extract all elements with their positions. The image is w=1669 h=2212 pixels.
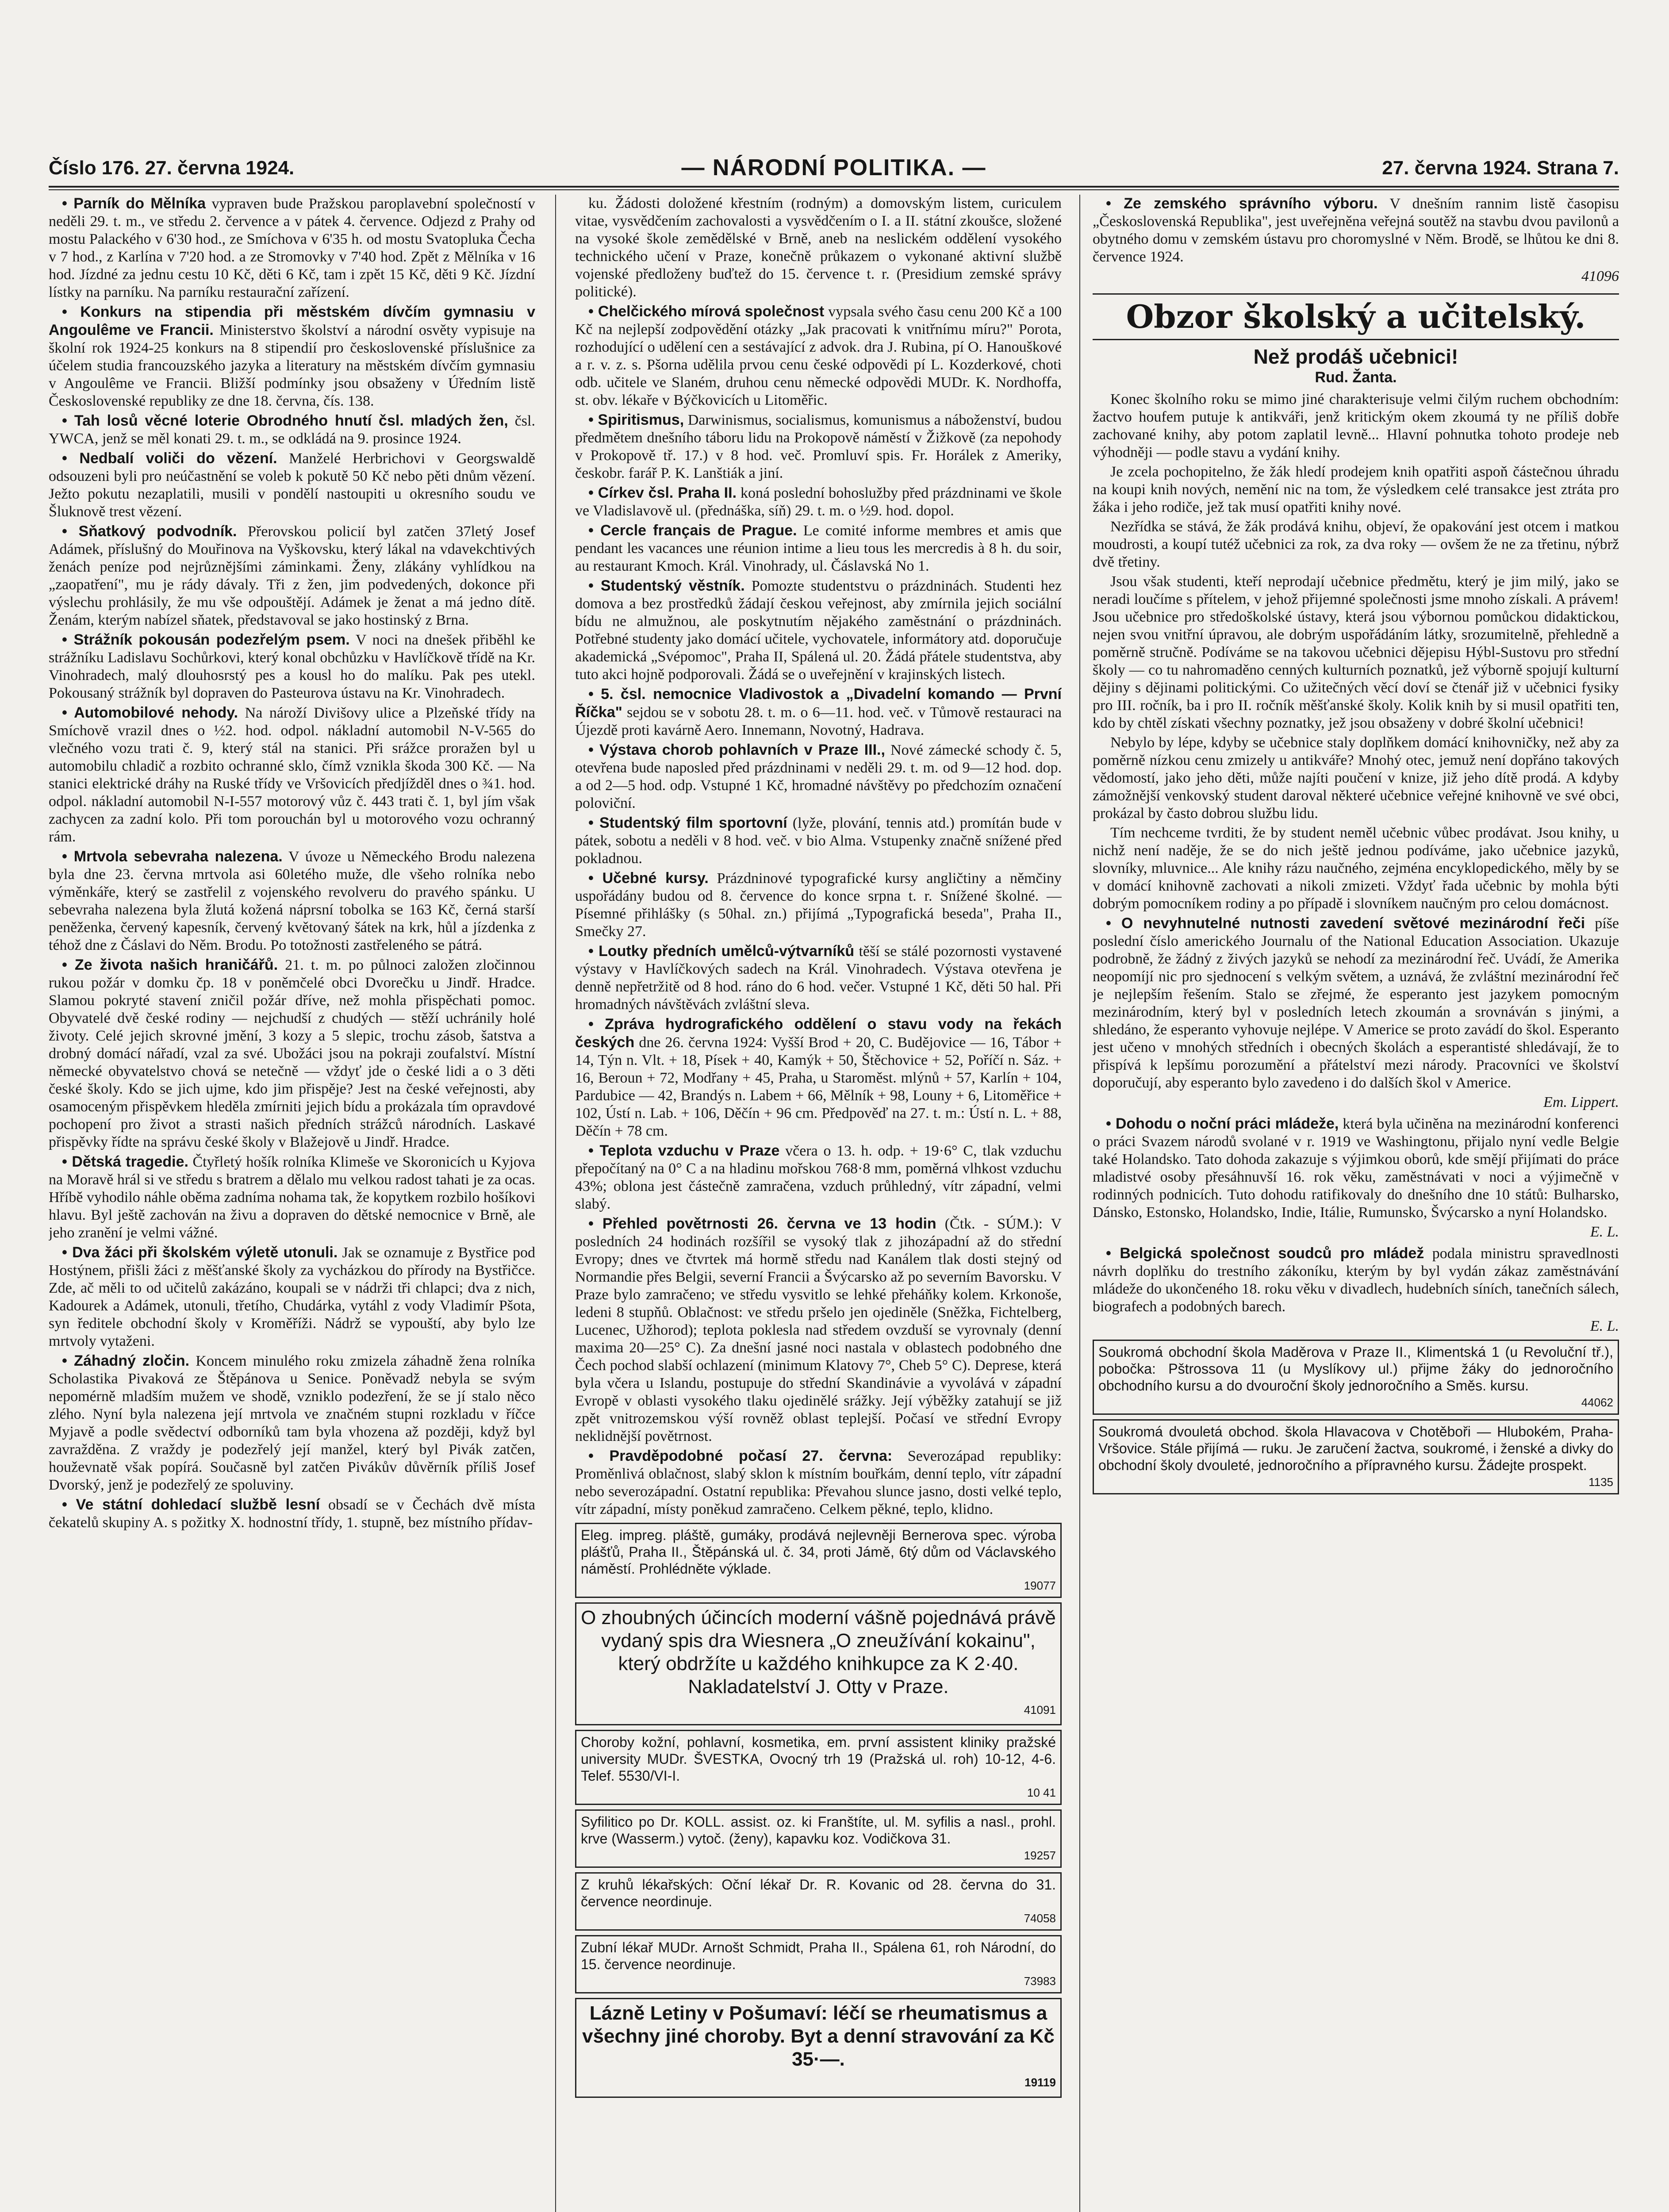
article-title: Než prodáš učebnici! [1253,345,1458,368]
ad-number: 19257 [1024,1849,1056,1862]
article-paragraph: Je zcela pochopitelno, že žák hledí prodejem knih opatřiti aspoň částečnou úhradu na koupi knih nových, nemění nic na tom, že výsledkem celé transakce jest ztráta pro žáka i jeho rodiče, jež tak musí opatřiti knihy nové. [1093,464,1619,515]
news-item-title: • Sňatkový podvodník. [62,523,237,540]
news-item-title: • Výstava chorob pohlavních v Praze III., [588,741,885,758]
advertisement [575,1935,1062,1993]
news-item-title: • Přehled povětrnosti 26. června ve 13 hodin [588,1215,936,1232]
article-paragraph: Jsou však studenti, kteří neprodají učebnice předmětu, který je jim milý, jako se neradi loučíme s přítelem, v jehož přijemné společnosti jsme mnoho získali. A právem! Jsou učebnice pro středoškolské ústavy, která jsou výbornou pomůckou didaktickou, nejen svou vnitřní úpravou, ale dobrým uspořádáním látky, srozumitelně, přehledně a poměrně stručně. Podíváme se na takovou učebnici dějepisu Hýbl-Sustovu pro střední školy — co tu nahromaděno cenných kulturních poznatků, jež výborně spojují kulturní dějiny s dějinami politickými. Co užitečných věcí doví se čtenář již v učebnici fysiky pro III. ročník, ba i pro II. ročník měšťanské školy. Kolik knih by si musil opatřiti ten, kdo by chtěl získati všechny poznatky, jež jsou obsaženy v dobré školní učebnici! [1093,573,1619,731]
column-divider [555,195,556,2212]
article-paragraph: Konec školního roku se mimo jiné charakterisuje velmi čilým ruchem obchodním: žactvo houfem putuje k antikváři, jenž kritickým okem zkoumá ty ne příliš dobře zachované knihy, aby potom zaplatil levně... Hlavní pohnutka tohoto prodeje neb výhodněji — podle stavu a vydání knihy. [1093,391,1619,461]
ad-number: 19077 [1024,1579,1056,1592]
ad-text: Zubní lékař MUDr. Arnošt Schmidt, Praha II., Spálena 61, roh Národní, do 15. července neordinuje. [581,1939,1056,1972]
date-page: 27. června 1924. Strana 7. [1382,157,1619,179]
news-item-title: • Učebné kursy. [588,870,709,887]
advertisement [575,1872,1062,1931]
news-item-text: Nové zámecké schody č. 5, otevřena bude naposled před prázdninami v neděli 29. t. m. od 9—12 hod. dop. a od 2—5 hod. odp. Vstupné 1 Kč, hromadné návštěvy po předchozím označení poloviční. [575,742,1062,811]
header-rule-thin [49,189,1619,190]
ad-text: Soukromá obchodní škola Maděrova v Praze II., Klimentská 1 (u Revoluční tř.), pobočka: Pštrossova 11 (u Myslíkovy ul.) přijme žáky do jednoročního obchodního kursu a do dvouroční školy jednoročního a Směs. kursu. [1098,1344,1613,1394]
signature: Em. Lippert. [1543,1094,1619,1110]
news-item-title: • Teplota vzduchu v Praze [588,1142,780,1159]
news-item-title: • 5. čsl. nemocnice Vladivostok a „Divadelní komando — První Říčka" [575,686,1062,721]
news-item-text: V dnešním rannim listě časopisu „Československá Republika", jest uveřejněna veřejná soutěž na stavbu dvou pavilonů a obytného domu v zemském ústavu pro choromyslné v Něm. Brodě, se lhůtou ke dni 8. července 1924. [1093,196,1619,265]
news-item-text: Pomozte studentstvu o prázdninách. Studenti hez domova a bez prostředků žádají českou veřejnost, aby zmírnila jejich sociální bídu ne almužnou, ale poskytnutím nějakého zaměstnání o prázdninách. Potřebné studenty jako domácí učitele, vychovatele, informátory atd. doporučuje akademická „Svépomoc", Praha II, Spálená ul. 20. Žádá přátele studentstva, aby tuto akci hojně podporovali. Žádá se o uveřejnění v krajinských listech. [575,578,1062,683]
news-item [575,577,1062,684]
ad-number: 44062 [1581,1396,1613,1409]
news-item-text: píše poslední číslo amerického Journalu of the National Education Association. Ukazuje podrobně, že žádný z živých jazyků se nehodí za mezinárodní řeč. Uvádí, že Amerika neopomíjí nic pro sjednocení s velkým světem, a uznává, že zvláštní mezinárodní řeč je nejlepším řešením. Stalo se zřejmé, že esperanto jest jazykem pomocným mezinárodním, který byl v posledních letech zkoumán a srovnáván s jinými, a shledáno, že esperanto vyhovuje nejlépe. V Americe se proto zavádí do škol. Esperanto jest učeno v mnohých středních i obecných školách a esperantisté shledávají, že to přispívá k lepšímu porozumění a přátelství mezi národy. Pracovníci ve školství doporučují, aby esperanto bylo zavedeno i do dalších škol v Americe. [1093,915,1619,1091]
news-item-title: • Dva žáci při školském výletě utonuli. [62,1244,338,1261]
advertisement [575,1602,1062,1725]
news-item-text: vypraven bude Pražskou paroplavební společností v neděli 29. t. m., ve středu 2. července a v pátek 4. července. Odjezd z Prahy od mostu Palackého v 6'30 hod., ze Smíchova v 6'35 h. od mostu Svatopluka Čecha v 7 hod., z Karlína v 7'20 hod. a ze Stromovky v 7'40 hod. Zpět z Mělníka v 16 hod. Jízdné za jednu cestu 10 Kč, děti 6 Kč, tam i zpět 15 Kč, děti 9 Kč. Jízdní lístky na parníku. Na parníku restaurační zařízení. [49,196,535,300]
news-item [575,1447,1062,1518]
news-item [49,1352,535,1494]
ad-number: 19119 [1024,2076,1056,2089]
news-item-title: • Automobilové nehody. [62,704,238,721]
news-item [49,1244,535,1350]
news-item-text: (lyže, plování, tennis atd.) promítán bude v pátek, sobotu a neděli v 8 hod. več. v bio Alma. Vstupenky značně snížené před pokladnou. [575,815,1062,867]
news-item-text: (Čtk. - SÚM.): V posledních 24 hodinách rozšířil se vysoký tlak z jihozápadní až do střední Evropy; dnes ve čtvrtek má hormě středu nad Kanálem tlak dosti stejný od Normandie přes Belgii, severní Francii a Švýcarsko až po severním Bavorsku. V Praze bylo zamračeno; ve středu vysvitlo se lehké přeháňky kolem. Krkonoše, ledeni 8 stupňů. Oblačnost: ve středu pršelo jen ojediněle (Sněžka, Fichtelberg, Lucenec, Užhorod); teplota poklesla nad středem ovzduší se vyrovnaly (denní maxima 20—25° C). Za dnešní jasné noci nastala v oblastech podobného dne Čech pochod slabší ochlazení (minimum Klatovy 7°, Cheb 5° C). Deprese, která byla včera u Islandu, postupuje do střední Skandinávie a vyvolává v západní Evropě v oblasti vysokého tlaku ojedinělé srážky. Její výběžky zatahují se již zpět vnitrozemskou výší rovněž oblast teplejší. Počasí ve střední Evropy neklidnější povětrnost. [575,1216,1062,1444]
news-item-text: podala ministru spravedlnosti návrh doplňku do trestního zákoníku, kterým by byl vydán zákaz zaměstnávání mládeže do ukončeného 18. roku věku v divadlech, hudebních síních, tanečních sálech, biografech a podobných barech. [1093,1245,1619,1315]
article-paragraph: Nebylo by lépe, kdyby se učebnice staly doplňkem domácí knihovničky, než aby za poměrně nízkou cenu zmizely u antikváře? Mnohý otec, jemuž není dopřáno takových vědomostí, jako jeho děti, může najíti poučení v knize, již jeho dítě prodá. A kdyby zámožnější venkovský student daroval některé učebnice veřejné knihovně ve své obci, prokázal by často dobrou službu lidu. [1093,734,1619,822]
news-item [575,1015,1062,1140]
news-item-text: obsadí se v Čechách dvě místa čekatelů skupiny A. s požitky X. hodnostní třídy, 1. stupně, bez místního přídav- [49,1497,535,1531]
news-item [49,631,535,702]
news-item-text: Čtyřletý hošík rolníka Klimeše ve Skoronicích u Kyjova na Moravě hrál si ve středu s bratrem a dělalo mu velkou radost tahati je za ocas. Hříbě vyhodilo náhle oběma zadníma nohama tak, že kopytkem rozbilo hošíkovi hlavu. Byl ještě zachován na živu a dopraven do dětské nemocnice v Brně, ale jeho zranění je velmi vážné. [49,1154,535,1241]
news-item [49,195,535,301]
news-item [575,869,1062,941]
signature: E. L. [1590,1224,1619,1240]
news-item-title: • Dohodu o noční práci mládeže, [1106,1115,1339,1132]
advertisement [575,1523,1062,1598]
page-header [49,157,1619,188]
news-item-text: V úvoze u Německého Brodu nalezena byla dne 23. června mrtvola asi 60letého muže, dle všeho rolníka nebo výměnkáře, který se zastřelil z vojenského revolveru do pravého spánku. U sebevraha nalezena byla žlutá kožená náprsní tobolka se 163 Kč, černá starší peněženka, červený kapesník, červený květovaný šátek na krk, hůl a jízdenka z téhož dne z Čáslavi do Něm. Brodu. Po totožnosti zastřeleného se pátrá. [49,849,535,953]
ad-text: Eleg. impreg. pláště, gumáky, prodává nejlevněji Bernerova spec. výroba plášťů, Praha II., Štěpánská ul. č. 34, proti Jámě, 6tý dům od Václavského náměstí. Prohlédněte výklade. [581,1527,1056,1577]
news-item-text: která byla učiněna na mezinárodní konferenci o práci Svazem národů svolané v r. 1919 ve Washingtonu, přijalo nyní vedle Belgie také Holandsko. Tato dohoda zakazuje s výjimkou oborů, kde smějí přijímati do práce mladistvé osoby přesáhnuvší 16. rok věku, zaměstnávati v noci a výjimečně v rodinných podnicích. Tuto dohodu ratifikovaly do dnešního dne 10 států: Bulharsko, Dánsko, Estonsko, Holandsko, Indie, Itálie, Rumunsko, Švýcarsko a nyní Holandsko. [1093,1116,1619,1221]
ad-text: O zhoubných účincích moderní vášně pojednává právě vydaný spis dra Wiesnera „O zneužívání kokainu", který obdržíte u každého knihkupce za K 2·40. Nakladatelství J. Otty v Praze. [581,1607,1056,1697]
news-item-text: koná poslední bohoslužby před prázdninami ve škole ve Vladislavově ul. (přednáška, síň) 29. t. m. o ½9. hod. dopol. [575,485,1062,519]
news-item-text: Le comité informe membres et amis que pendant les vacances une réunion intime a lieu tous les mercredis à 8 h. du soir, au restaurant Kmoch. Král. Vinohrady, ul. Čáslavská No 1. [575,522,1062,574]
section-title: Obzor školský a učitelský. [1093,293,1619,340]
news-item-title: • Církev čsl. Praha II. [588,484,737,501]
news-item-text: sejdou se v sobotu 28. t. m. o 6—11. hod. več. v Tůmově restauraci na Újezdě proti kavárně Aero. Innemann, Novotný, Hadrava. [575,704,1062,738]
column-3 [1093,195,1619,2212]
news-item-text: Koncem minulého roku zmizela záhadně žena rolníka Scholastika Pivaková ze Štěpánova u Senice. Poněvadž nebyla se svým nepomérně mladším mužem ve shodě, vzniklo podezření, že se jí stalo něco zlého. Nyní byla nalezena její mrtvola ve značném stupni rozkladu v říčce Myjavě a podle svědectví odborníků tam byla vhozena až později, když byl zavražděna. Z vraždy je podezřelý její manžel, který byl Pivák zatčen, houževnatě však popírá. Současně byl zatčen Pivákův důvěrník příliš Josef Dvorský, jenž je podezřelý ze spoluviny. [49,1353,535,1493]
news-item-title: • O nevyhnutelné nutnosti zavedení světové mezinárodní řeči [1106,915,1585,932]
news-item-text: čsl. YWCA, jenž se měl konati 29. t. m., se odkládá na 9. prosince 1924. [49,413,535,447]
news-item-title: • Ze života našich hraničářů. [62,956,278,973]
news-item-text: Přerovskou policií byl zatčen 37letý Josef Adámek, příslušný do Mouřinova na Vyškovsku, který lákal na vdavekchtivých ženách peníze pod nejrůznějšími záminkami. Ženy, zlákány vyhlídkou na „zaopatření", mu je rády dávaly. Tři z žen, jim podvedených, dokonce při výslechu prohlásily, že mu vše odpouštějí. Adámek je ženat a má jedno dítě. Ženám, kterým nabízel sňatek, představoval se jako hostinský z Brna. [49,523,535,628]
news-item-title: • Ze zemského správního výboru. [1106,195,1378,212]
news-item [1093,195,1619,266]
news-item-text: dne 26. června 1924: Vyšší Brod + 20, C. Budějovice — 16, Tábor + 14, Týn n. Vlt. + 18, Písek + 40, Kamýk + 50, Štěchovice + 52, Poříčí n. Sáz. + 16, Beroun + 72, Modřany + 45, Praha, u Staroměst. mlýnů + 57, Karlín + 104, Pardubice — 42, Brandýs n. Labem + 66, Mělník + 98, Louny + 6, Litoměřice + 102, Ústí n. Lab. + 106, Děčín + 96 cm. Předpověď na 27. t. m.: Ústí n. L. + 88, Děčín + 78 cm. [575,1034,1062,1139]
news-item [49,704,535,846]
news-item-title: • Studentský film sportovní [588,814,787,831]
news-item [49,1496,535,1532]
column-divider [1079,195,1080,2212]
news-item [575,195,1062,301]
news-item [49,522,535,629]
news-item [49,956,535,1151]
news-item-text: ku. Žádosti doložené křestním (rodným) a domovským listem, curiculem vitae, vysvědčením zachovalosti a vysvědčením o I. a II. státní zkoušce, složené na vysoké škole zemědělské v Brně, aneb na neslickém oddělení vysokého technického učení v Praze, konečně průkazem o vykonané aktivní službě vojenské předloženy buďtež do 15. července t. r. (Presidium zemské správy politické). [575,195,1062,300]
news-item-title: • Tah losů věcné loterie Obrodného hnutí čsl. mladých žen, [62,412,508,429]
news-item [49,449,535,521]
news-item [575,1142,1062,1213]
news-item-text: Prázdninové typografické kursy angličtiny a němčiny uspořádány budou od 8. července do konce srpna t. r. Snížené školné. — Písemné přihlášky (s 50hal. zn.) přijímá „Typografická beseda", Praha II., Smečky 27. [575,870,1062,940]
news-item-title: • Parník do Mělníka [62,195,206,212]
news-item [1093,914,1619,1092]
news-item-title: • Ve státní dohledací službě lesní [62,1496,320,1513]
news-item-text: Ministerstvo školství a národní osvěty vypisuje na školní rok 1924-25 konkurs na 8 stipendií pro československé příslušnice za účelem studia francouzského jazyka a literatury na městském dívčím gymnasiu v Angoulême ve Francii. Bližší podmínky jsou obsaženy v Úředním listě Československé republiky ze dne 18. června, čís. 138. [49,322,535,409]
news-item-title: • Mrtvola sebevraha nalezena. [62,848,283,865]
news-item-title: • Studentský věstník. [588,577,745,594]
ad-number: 73983 [1024,1974,1056,1988]
news-item-title: • Dětská tragedie. [62,1153,188,1170]
news-item [575,942,1062,1014]
masthead: — NÁRODNÍ POLITIKA. — [681,155,986,180]
news-item-title: • Zpráva hydrografického oddělení o stavu vody na řekách českých [575,1016,1062,1051]
advertisement [575,1730,1062,1805]
signature: E. L. [1590,1318,1619,1334]
advertisement [575,1809,1062,1868]
news-item-title: • Cercle français de Prague. [588,522,797,539]
ad-text: Choroby kožní, pohlavní, kosmetika, em. první assistent kliniky pražské university MUDr. ŠVESTKA, Ovocný trh 19 (Pražská ul. roh) 10-12, 4-6. Telef. 5530/VI-I. [581,1734,1056,1784]
ad-number: 10 41 [1027,1786,1056,1799]
ad-text: Z kruhů lékařských: Oční lékař Dr. R. Kovanic od 28. června do 31. července neordinuje. [581,1877,1056,1909]
advertisement [1093,1419,1619,1494]
news-item [575,685,1062,739]
news-item [575,814,1062,868]
article-paragraph: Tím nechceme tvrditi, že by student neměl učebnic vůbec prodávat. Jsou knihy, u nichž není naděje, že se do nich ještě jednou podíváme, jako učebnice jazyků, slovníky, mluvnice... Ale knihy rázu naučného, zejména encyklopedického, měly by se v domácí knihovně zachovati a nikoli zmizeti. Vždyť řada učebnic by mohla býti dobrým pomocníkem rodiny a po případě i slovníkem naučným pro celou domácnost. [1093,825,1619,912]
news-item [49,412,535,448]
header-rule [49,186,1619,188]
news-item [49,848,535,954]
news-item [575,411,1062,482]
news-item-title: • Spiritismus, [588,411,684,428]
ad-text: Syfilitico po Dr. KOLL. assist. oz. ki Franštíte, ul. M. syfilis a nasl., prohl. krve (Wasserm.) vytoč. (ženy), kapavku koz. Vodičkova 31. [581,1814,1056,1847]
news-item-text: Manželé Herbrichovi v Georgswaldě odsouzeni byli pro neúčastnění se voleb k pokutě 50 Kč nebo pěti dnům vězení. Ježto pokutu nezaplatili, musili v pondělí nastoupiti u okresního soudu ve Šluknově trest vězení. [49,450,535,520]
news-item-title: • Konkurs na stipendia při městském dívčím gymnasiu v Angoulême ve Francii. [49,303,535,338]
news-item [49,303,535,410]
ad-number: 1135 [1588,1475,1613,1489]
news-item-title: • Nedbalí voliči do vězení. [62,450,277,467]
item-number: 41096 [1581,268,1619,284]
ad-number: 41091 [1024,1703,1056,1717]
news-item [575,303,1062,409]
ad-text: Lázně Letiny v Pošumaví: léčí se rheumatismus a všechny jiné choroby. Byt a denní stravování za Kč 35·—. [582,2002,1055,2070]
advertisement [575,1998,1062,2098]
news-item [575,741,1062,812]
news-item [49,1153,535,1242]
news-item-text: Severozápad republiky: Proměnlivá oblačnost, slabý sklon k místním bouřkám, denní teplo, vítr západní nebo severozápadní. Ostatní republika: Převahou slunce jasno, dosti velké teplo, vítr západní, místy poněkud zamračeno. Celkem pěkné, teplo, klidno. [575,1448,1062,1517]
issue-number: Číslo 176. 27. června 1924. [49,157,295,179]
news-item [575,1215,1062,1445]
advertisement [1093,1340,1619,1415]
article-paragraph: Nezřídka se stává, že žák prodává knihu, objeví, že opakování jest otcem i matkou moudrosti, a koupí tutéž učebnici za rok, za dva roky — ovšem že ne za třetinu, nýbrž dvě třetiny. [1093,518,1619,570]
news-item-title: • Záhadný zločin. [62,1352,190,1369]
news-item [1093,1115,1619,1221]
news-item-title: • Belgická společnost soudců pro mládež [1106,1245,1424,1262]
news-item-title: • Pravděpodobné počasí 27. června: [588,1448,893,1464]
news-item-text: 21. t. m. po půlnoci založen zločinnou rukou požár v domku čp. 18 v poněmčelé obci Dvorečku u Jindř. Hradce. Slamou pokryté stavení zničil požár dříve, než mohla přispěchati pomoc. Obyvatelé dvě české rodiny — nejchudší z chudých — stěží uchránily holé životy. Celé jejich skrovné jmění, 3 kozy a 5 slepic, trochu zásob, šatstva a drobný domácí nářadí, vzal za své. Ubožáci jsou na pokraji zoufalství. Místní německé obyvatelstvo chová se netečně — vždyť jde o české lidi a o 3 děti české školy. Kdo se jich ujme, kdo jim přispěje? Jest na české veřejnosti, aby osamoceným přispěvkem hleděla zmírniti jejich bídu a prokázala tím opravdové pochopení pro život a strasti našich předních strážců národních. Laskavé přispěvky řídte na správu české školy v Blažejově u Jindř. Hradce. [49,957,535,1150]
ad-number: 74058 [1024,1912,1056,1925]
news-item-text: včera o 13. h. odp. + 19·6° C, tlak vzduchu přepočítaný na 0° C a na hladinu mořskou 768·8 mm, poměrná vlhkost vzduchu 43%; oblona jest částečně zamračena, vzduch průhledný, vítr západní, velmi slabý. [575,1143,1062,1212]
news-item-text: V noci na dnešek přiběhl ke strážníku Ladislavu Sochůrkovi, který konal obchůzku v Havlíčkově třídě na Kr. Vinohradech, malý dlouhosrstý pes a kousl ho do malíku. Pak pes utekl. Pokousaný strážník byl dopraven do Pasteurova ústavu na Kr. Vinohradech. [49,632,535,701]
news-item-title: • Chelčického mírová společnost [588,303,825,320]
news-item-text: vypsala svého času cenu 200 Kč a 100 Kč na nejlepší zodpovědění otázky „Jak pracovati k vnitřnímu míru?" Porota, rozhodující o udělení cen a sestávající z advok. dra J. Rubina, pí O. Hanouškové a r. v. z. s. Pšorna udělila prvou cenu české odpovědi pí L. Kozderkové, choti odb. učitele ve Slaném, druhou cenu německé odpovědi MUDr. K. Nordhoffa, st. obv. lékaře v Býčkovicích u Litoměřic. [575,303,1062,408]
column-1 [49,195,535,2212]
article-author: Rud. Žanta. [1315,369,1397,386]
news-item [1093,1244,1619,1316]
news-item [575,522,1062,575]
news-item-text: těší se stálé pozornosti vystavené výstavy v Havlíčkových sadech na Král. Vinohradech. Výstava otevřena je denně nepřetržitě od 8 hod. ráno do 6 hod. večer. Vstupné 1 Kč, děti 50 hal. Při hromadných návštěvách zvláštní sleva. [575,943,1062,1013]
news-item-title: • Loutky předních umělců-výtvarníků [588,943,855,960]
ad-text: Soukromá dvouletá obchod. škola Hlavacova v Chotěboři — Hlubokém, Praha-Vršovice. Stále přijímá — ruku. Je zaručení žactva, soukromé, i ženské a divky do obchodní školy dvouleté, jednoročního a přípravného kursu. Žádejte prospekt. [1098,1424,1613,1473]
news-item-title: • Strážník pokousán podezřelým psem. [62,631,350,648]
news-item-text: Darwinismus, socialismus, komunismus a náboženství, budou předmětem dnešního táboru lidu na Prokopově náměstí v Žižkově (za nepohody v Prokopově tř. 17.) v 8 hod. več. Promluví spis. Fr. Horálek z Ameriky, českobr. farář P. K. Lanštiák a jiní. [575,412,1062,481]
news-item-text: Jak se oznamuje z Bystřice pod Hostýnem, přišli žáci z měšťanské školy za vycházkou do přírody na Bystřičce. Zde, ač měli to od učitelů zakázáno, koupali se v nádrži tři chlapci; dva z nich, Kadourek a Adámek, utonuli, třetího, Chudárka, vytáhl z vody Vladimír Pšota, syn ředitele obchodní školy v Kroměříži. Nádrž se vypouští, aby bylo lze mrtvoly vytaženi. [49,1244,535,1349]
column-2 [575,195,1062,2212]
news-item-text: Na nároží Divišovy ulice a Plzeňské třídy na Smíchově vrazil dnes o ½2. hod. odpol. nákladní automobil N-V-565 do vlečného vozu trati č. 9, který stál na stanici. Při srážce proražen byl u automobilu chladič a rozbito ochranné sklo, čímž vznikla škoda 300 Kč. — Na stanici elektrické dráhy na Ruské třídy ve Vršovicích předjížděl dnes o ¾1. hod. odpol. nákladní automobil N-I-557 motorový vůz č. 443 trati č. 1, byl jím však zachycen za zadní kolo. Při tom porouchán byl u motorového vozu ochranný rám. [49,705,535,845]
news-item [575,484,1062,520]
